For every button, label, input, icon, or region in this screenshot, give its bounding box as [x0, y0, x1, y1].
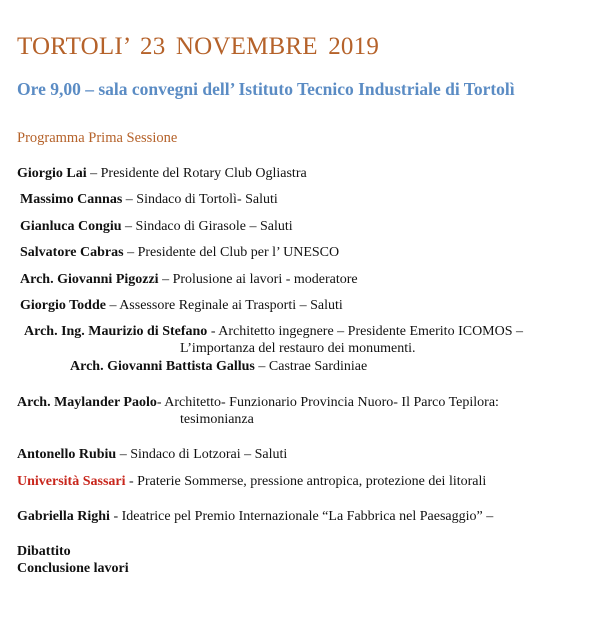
speaker-name: Arch. Maylander Paolo	[17, 395, 157, 410]
speaker-name: Massimo Cannas	[20, 192, 123, 207]
program-item	[17, 509, 493, 525]
event-time-location: Ore 9,00 – sala convegni dell’ Istituto Tecnico Industriale di Tortolì	[17, 79, 515, 99]
closing-label: Dibattito	[17, 544, 71, 559]
speaker-role: - Architetto- Funzionario Provincia Nuoro- Il Parco Tepilora:	[156, 395, 499, 410]
speaker-name: Gabriella Righi	[17, 509, 110, 524]
speaker-role: - Praterie Sommerse, pressione antropica, protezione dei litorali	[125, 474, 487, 489]
program-item	[17, 395, 499, 411]
closing-item	[17, 561, 129, 577]
closing-item	[17, 544, 71, 560]
speaker-name: Antonello Rubiu	[17, 447, 117, 462]
speaker-name: Giorgio Todde	[20, 298, 106, 313]
program-item	[20, 298, 343, 314]
program-item	[17, 474, 486, 490]
program-item	[17, 166, 307, 182]
program-item	[20, 192, 278, 208]
speaker-name: Giorgio Lai	[17, 166, 87, 181]
speaker-role: – Castrae Sardiniae	[254, 359, 368, 374]
program-item	[20, 245, 339, 261]
speaker-role-continued: tesimonianza	[180, 412, 254, 427]
program-item	[20, 219, 293, 235]
speaker-role: – Sindaco di Girasole – Saluti	[121, 219, 293, 234]
speaker-role: - Ideatrice pel Premio Internazionale “La Fabbrica nel Paesaggio” –	[109, 509, 494, 524]
speaker-role: - Architetto ingegnere – Presidente Emerito ICOMOS –	[207, 324, 524, 339]
speaker-name: Salvatore Cabras	[20, 245, 124, 260]
speaker-name: Arch. Ing. Maurizio di Stefano	[24, 324, 208, 339]
speaker-role: – Sindaco di Tortolì- Saluti	[122, 192, 278, 207]
speaker-name: Arch. Giovanni Battista Gallus	[70, 359, 255, 374]
speaker-role: – Sindaco di Lotzorai – Saluti	[116, 447, 288, 462]
speaker-role: – Prolusione ai lavori - moderatore	[158, 272, 358, 287]
speaker-role: – Presidente del Rotary Club Ogliastra	[86, 166, 307, 181]
speaker-name: Arch. Giovanni Pigozzi	[20, 272, 159, 287]
speaker-name: Gianluca Congiu	[20, 219, 122, 234]
closing-label: Conclusione lavori	[17, 561, 129, 576]
program-item	[70, 359, 367, 375]
program-item	[24, 324, 523, 340]
section-heading: Programma Prima Sessione	[17, 130, 178, 146]
speaker-role-continued: L’importanza del restauro dei monumenti.	[180, 341, 416, 356]
program-item	[17, 447, 287, 463]
speaker-name: Università Sassari	[17, 474, 126, 489]
page-title: TORTOLI’ 23 NOVEMBRE 2019	[17, 33, 380, 60]
speaker-role: – Assessore Reginale ai Trasporti – Saluti	[105, 298, 343, 313]
speaker-role: – Presidente del Club per l’ UNESCO	[123, 245, 340, 260]
program-item	[20, 272, 358, 288]
